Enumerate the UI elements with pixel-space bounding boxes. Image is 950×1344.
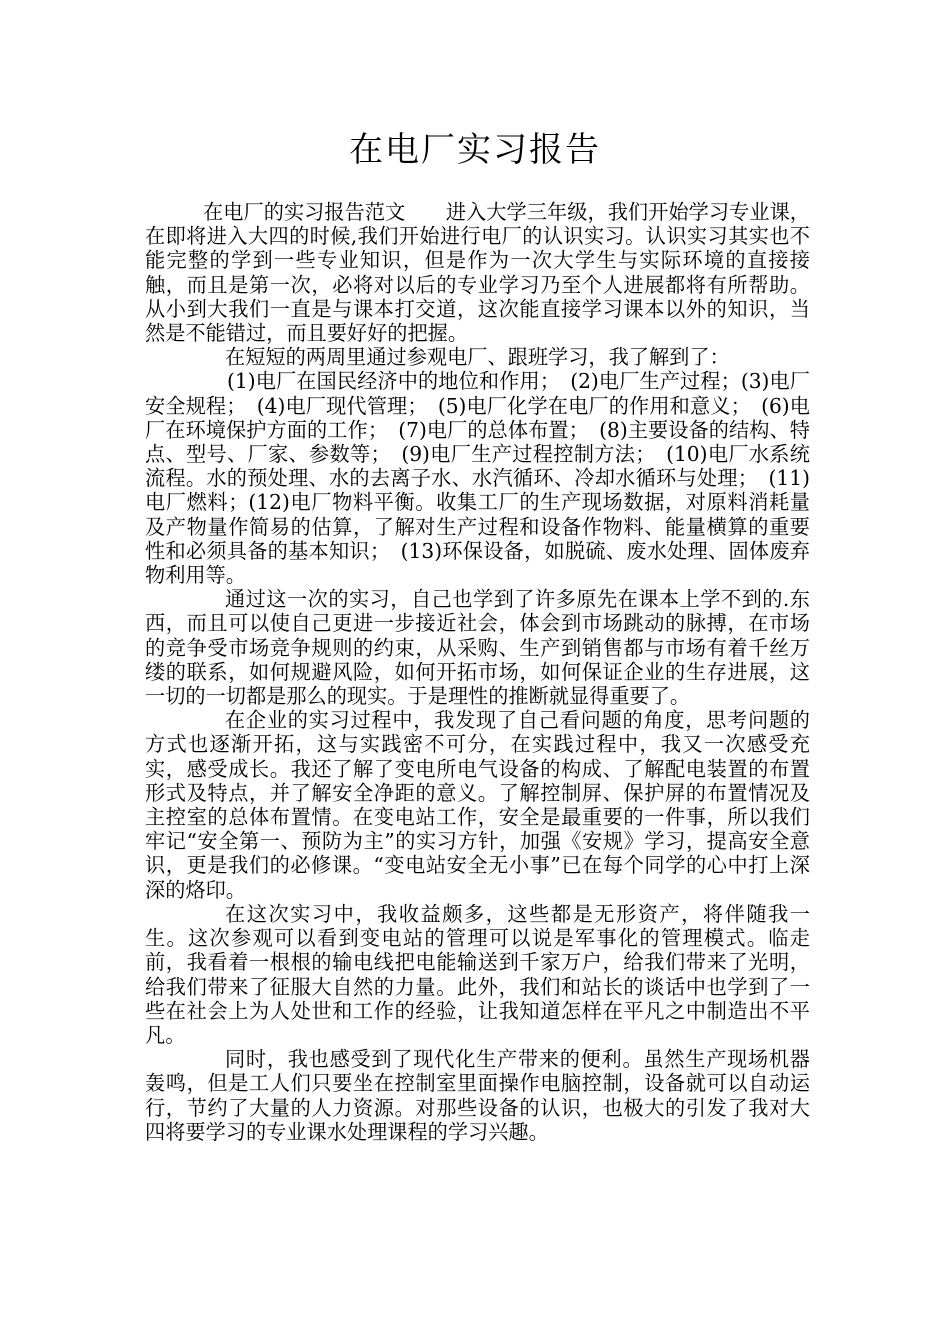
document-title: 在电厂实习报告	[349, 130, 601, 170]
paragraph-experience: 通过这一次的实习，自己也学到了许多原先在课本上学不到的.东西，而且可以使自己更进一步接近社会，体会到市场跳动的脉搏，在市场的竞争受市场竞争规则的约束，从采购、生产到销售都与市场有着千丝万缕的联系，如何规避风险，如何开拓市场，如何保证企业的生存进展，这一切的一切都是那么的现实。于是理性的推断就显得重要了。	[145, 587, 810, 709]
paragraph-modern-production: 同时，我也感受到了现代化生产带来的便利。虽然生产现场机器轰鸣，但是工人们只要坐在控制室里面操作电脑控制，设备就可以自动运行，节约了大量的人力资源。对那些设备的认识，也极大的引发了我对大四将要学习的专业课水处理课程的学习兴趣。	[145, 1047, 810, 1144]
paragraph-gains: 在这次实习中，我收益颇多，这些都是无形资产，将伴随我一生。这次参观可以看到变电站的管理可以说是军事化的管理模式。临走前，我看着一根根的输电线把电能输送到千家万户，给我们带来了光明，给我们带来了征服大自然的力量。此外，我们和站长的谈话中也学到了一些在社会上为人处世和工作的经验，让我知道怎样在平凡之中制造出不平凡。	[145, 901, 810, 1047]
paragraph-enterprise-practice: 在企业的实习过程中，我发现了自己看问题的角度，思考问题的方式也逐渐开拓，这与实践密不可分，在实践过程中，我又一次感受充实，感受成长。我还了解了变电所电气设备的构成、了解配电装置的布置形式及特点，并了解安全净距的意义。了解控制屏、保护屏的布置情况及主控室的总体布置情。在变电站工作，安全是最重要的一件事，所以我们牢记“安全第一、预防为主”的实习方针，加强《安规》学习，提高安全意识，更是我们的必修课。“变电站安全无小事”已在每个同学的心中打上深深的烙印。	[145, 708, 810, 902]
paragraph-intro: 在电厂的实习报告范文 进入大学三年级，我们开始学习专业课，在即将进入大四的时候,我们开始进行电厂的认识实习。认识实习其实也不能完整的学到一些专业知识，但是作为一次大学生与实际环境的直接接触，而且是第一次，必将对以后的专业学习乃至个人进展都将有所帮助。从小到大我们一直是与课本打交道，这次能直接学习课本以外的知识，当然是不能错过，而且要好好的把握。	[145, 200, 810, 346]
paragraph-learned-list: (1)电厂在国民经济中的地位和作用； (2)电厂生产过程；(3)电厂安全规程； (4)电厂现代管理； (5)电厂化学在电厂的作用和意义； (6)电厂在环境保护方面的工作； (7)电厂的总体布置； (8)主要设备的结构、特点、型号、厂家、参数等； (9)电厂生产过程控制方法； (10)电厂水系统流程。水的预处理、水的去离子水、水汽循环、冷却水循环与处理； (11)电厂燃料；(12)电厂物料平衡。收集工厂的生产现场数据，对原料消耗量及产物量作简易的估算，了解对生产过程和设备作物料、能量横算的重要性和必须具备的基本知识； (13)环保设备，如脱硫、废水处理、固体废弃物利用等。	[145, 369, 810, 588]
paragraph-learned-intro: 在短短的两周里通过参观电厂、跟班学习，我了解到了：	[225, 345, 730, 370]
document-body	[145, 200, 810, 1144]
